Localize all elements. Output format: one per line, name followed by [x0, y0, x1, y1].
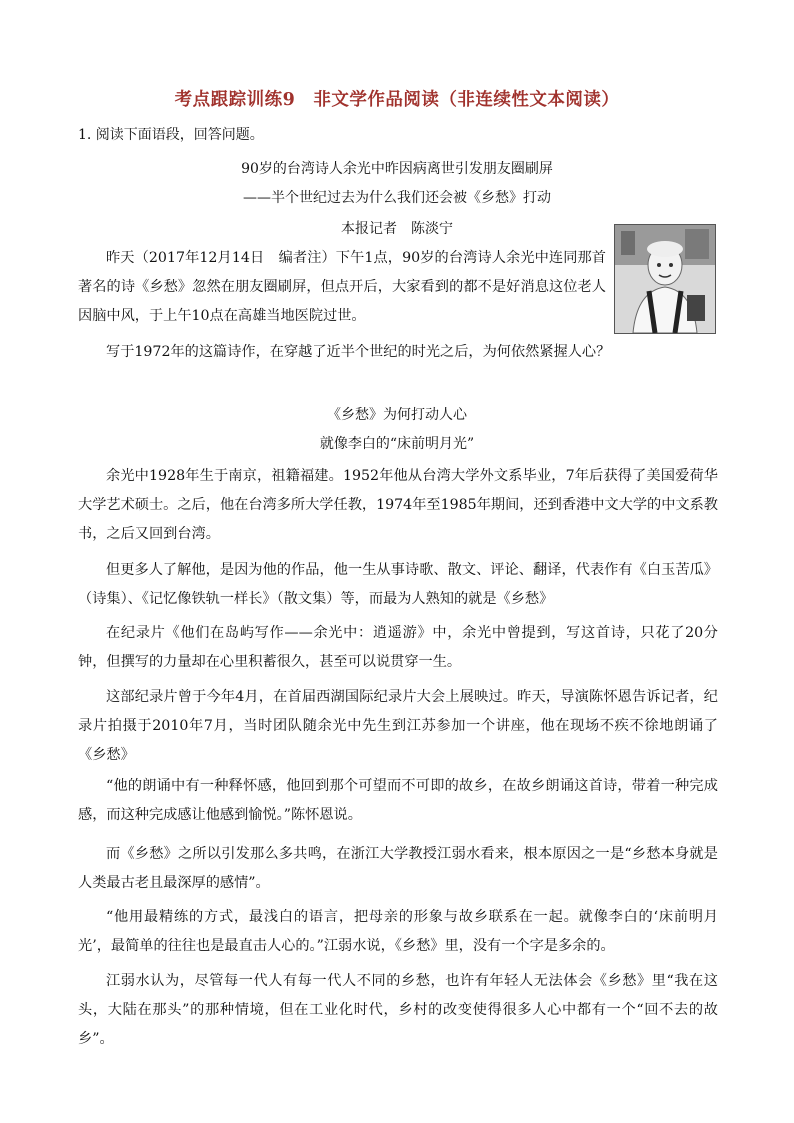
- article-subheadline: ——半个世纪过去为什么我们还会被《乡愁》打动: [243, 190, 551, 206]
- paragraph-3: 余光中1928年生于南京，祖籍福建。1952年他从台湾大学外文系毕业，7年后获得了美国爱荷华大学艺术硕士。之后，他在台湾多所大学任教，1974年至1985年期间，还到香港中文大学的中文系教书，之后又回到台湾。: [78, 468, 718, 542]
- paragraph-8: 而《乡愁》之所以引发那么多共鸣，在浙江大学教授江弱水看来，根本原因之一是“乡愁本身就是人类最古老且最深厚的感情”。: [78, 846, 718, 891]
- paragraph-6: 这部纪录片曾于今年4月，在首届西湖国际纪录片大会上展映过。昨天，导演陈怀恩告诉记者，纪录片拍摄于2010年7月，当时团队随余光中先生到江苏参加一个讲座，他在现场不疾不徐地朗诵了《乡愁》: [78, 689, 718, 763]
- article-headline: 90岁的台湾诗人余光中昨因病离世引发朋友圈刷屏: [241, 161, 553, 177]
- paragraph-4: 但更多人了解他，是因为他的作品，他一生从事诗歌、散文、评论、翻译，代表作有《白玉苦瓜》（诗集）、《记忆像铁轨一样长》（散文集）等，而最为人熟知的就是《乡愁》: [78, 562, 718, 607]
- paragraph-7: “他的朗诵中有一种释怀感，他回到那个可望而不可即的故乡，在故乡朗诵这首诗，带着一种完成感，而这种完成感让他感到愉悦。”陈怀恩说。: [78, 778, 718, 823]
- paragraph-5: 在纪录片《他们在岛屿写作——余光中：逍遥游》中，余光中曾提到，写这首诗，只花了20分钟，但撰写的力量却在心里积蓄很久，甚至可以说贯穿一生。: [78, 625, 718, 670]
- paragraph-10: 江弱水认为，尽管每一代人有每一代人不同的乡愁，也许有年轻人无法体会《乡愁》里“我在这头，大陆在那头”的那种情境，但在工业化时代，乡村的改变使得很多人心中都有一个“回不去的故乡”。: [78, 973, 718, 1047]
- question-prompt: 1. 阅读下面语段，回答问题。: [78, 127, 264, 143]
- author-photo: [614, 224, 716, 334]
- section-heading-1: 《乡愁》为何打动人心: [327, 407, 467, 423]
- section-heading-2: 就像李白的“床前明月光”: [319, 436, 475, 452]
- paragraph-2: 写于1972年的这篇诗作，在穿越了近半个世纪的时光之后，为何依然紧握人心？: [106, 344, 611, 360]
- page-title: 考点跟踪训练9 非文学作品阅读（非连续性文本阅读）: [174, 90, 620, 110]
- portrait-image: [615, 225, 715, 333]
- paragraph-9: “他用最精练的方式，最浅白的语言，把母亲的形象与故乡联系在一起。就像李白的‘床前明月光’，最简单的往往也是最直击人心的。”江弱水说，《乡愁》里，没有一个字是多余的。: [78, 909, 718, 954]
- article-byline: 本报记者 陈淡宁: [341, 221, 453, 237]
- paragraph-1: 昨天（2017年12月14日 编者注）下午1点，90岁的台湾诗人余光中连同那首著名的诗《乡愁》忽然在朋友圈刷屏，但点开后，大家看到的都不是好消息这位老人因脑中风，于上午10点在高雄当地医院过世。: [78, 250, 606, 324]
